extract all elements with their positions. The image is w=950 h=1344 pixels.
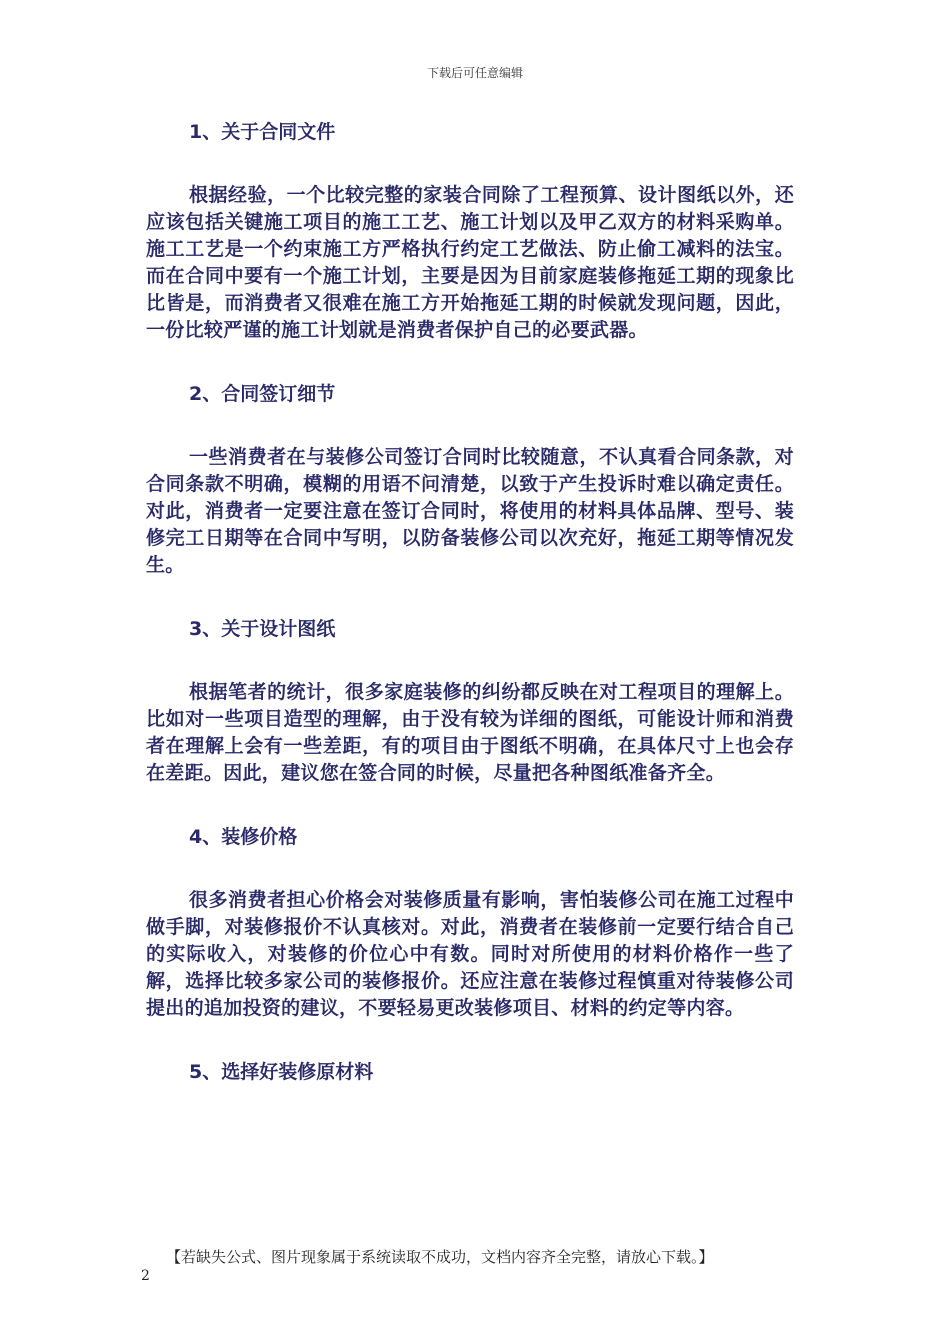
section-heading: 5、选择好装修原材料 <box>189 1061 374 1083</box>
page-header: 下载后可任意编辑 <box>426 66 523 80</box>
section-heading: 1、关于合同文件 <box>189 121 336 143</box>
section-heading: 4、装修价格 <box>189 826 298 848</box>
download-notice: 【若缺失公式、图片现象属于系统读取不成功，文档内容齐全完整，请放心下载。】 <box>166 1248 714 1266</box>
section-paragraph: 根据经验，一个比较完整的家装合同除了工程预算、设计图纸以外，还应该包括关键施工项目的施工工艺、施工计划以及甲乙双方的材料采购单。施工工艺是一个约束施工方严格执行约定工艺做法、防止偷工减料的法宝。而在合同中要有一个施工计划，主要是因为目前家庭装修拖延工期的现象比比皆是，而消费者又很难在施工方开始拖延工期的时候就发现问题，因此，一份比较严谨的施工计划就是消费者保护自己的必要武器。 <box>146 184 794 341</box>
section-paragraph: 根据笔者的统计，很多家庭装修的纠纷都反映在对工程项目的理解上。比如对一些项目造型的理解，由于没有较为详细的图纸，可能设计师和消费者在理解上会有一些差距，有的项目由于图纸不明确，在具体尺寸上也会存在差距。因此，建议您在签合同的时候，尽量把各种图纸准备齐全。 <box>146 681 794 784</box>
section-heading: 2、合同签订细节 <box>189 383 336 405</box>
section-heading: 3、关于设计图纸 <box>189 618 336 640</box>
document-body <box>146 118 794 1086</box>
page-number: 2 <box>141 1268 150 1284</box>
section-paragraph: 一些消费者在与装修公司签订合同时比较随意，不认真看合同条款，对合同条款不明确，模糊的用语不问清楚，以致于产生投诉时难以确定责任。对此，消费者一定要注意在签订合同时，将使用的材料具体品牌、型号、装修完工日期等在合同中写明，以防备装修公司以次充好，拖延工期等情况发生。 <box>146 446 794 576</box>
section-paragraph: 很多消费者担心价格会对装修质量有影响，害怕装修公司在施工过程中做手脚，对装修报价不认真核对。对此，消费者在装修前一定要行结合自己的实际收入，对装修的价位心中有数。同时对所使用的材料价格作一些了解，选择比较多家公司的装修报价。还应注意在装修过程慎重对待装修公司提出的追加投资的建议，不要轻易更改装修项目、材料的约定等内容。 <box>146 889 794 1019</box>
